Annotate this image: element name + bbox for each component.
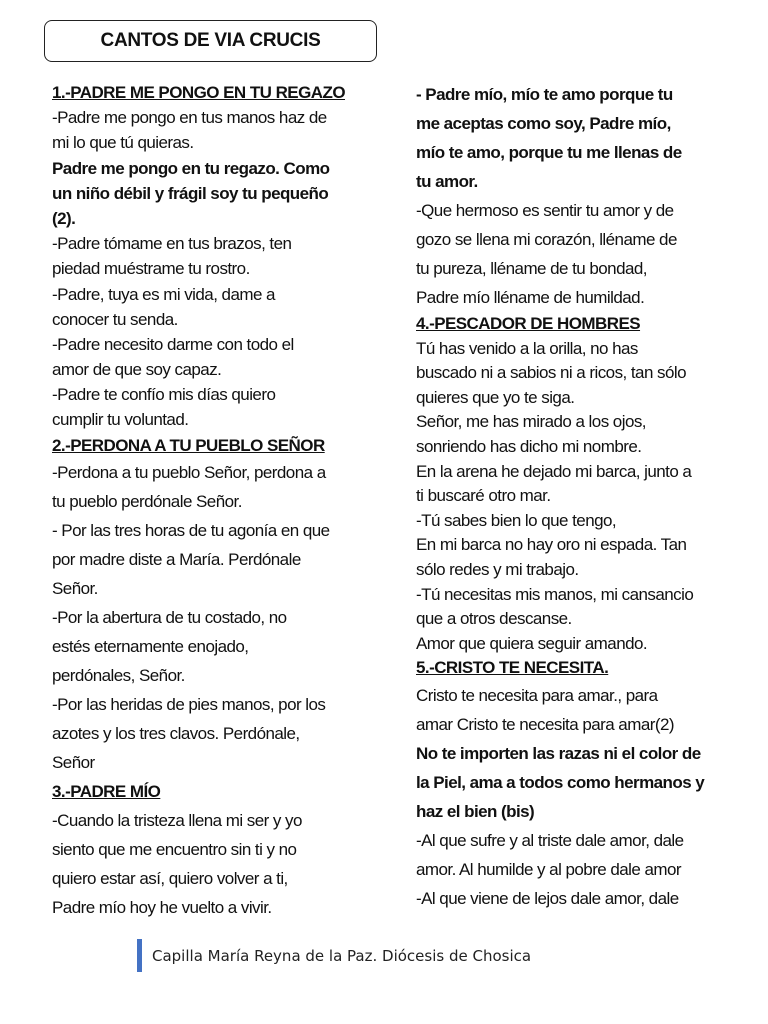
text-line: perdónales, Señor. [52,665,185,685]
page-footer [137,939,531,972]
text-line: azotes y los tres clavos. Perdónale, [52,723,300,743]
text-line: que a otros descanse. [416,609,572,629]
text-line: -Por la abertura de tu costado, no [52,607,287,627]
text-line: Señor. [52,578,98,598]
text-line: amor de que soy capaz. [52,360,222,380]
text-line: amar Cristo te necesita para amar(2) [416,714,674,734]
chorus-line: No te importen las razas ni el color de [416,743,701,763]
text-line: Cristo te necesita para amar., para [416,685,658,705]
text-line: -Al que viene de lejos dale amor, dale [416,888,679,908]
section-heading: 3.-PADRE MÍO [52,781,161,801]
text-line: mi lo que tú quieras. [52,133,194,153]
text-line: conocer tu senda. [52,309,178,329]
section-1 [52,80,362,458]
section-heading: 5.-CRISTO TE NECESITA. [416,658,609,678]
text-line: -Padre necesito darme con todo el [52,334,294,354]
text-line: -Por las heridas de pies manos, por los [52,694,326,714]
chorus-line: haz el bien (bis) [416,801,535,821]
section-heading: 4.-PESCADOR DE HOMBRES [416,314,641,333]
section-heading: 2.-PERDONA A TU PUEBLO SEÑOR [52,435,325,455]
text-line: buscado ni a sabios ni a ricos, tan sólo [416,363,687,383]
text-line: amor. Al humilde y al pobre dale amor [416,859,682,879]
text-line: Señor, me has mirado a los ojos, [416,412,646,432]
left-column [52,80,362,922]
text-line: -Padre te confío mis días quiero [52,385,276,405]
text-line: -Que hermoso es sentir tu amor y de [416,201,674,220]
text-line: siento que me encuentro sin ti y no [52,839,297,859]
text-line: piedad muéstrame tu rostro. [52,259,250,279]
chorus-line: la Piel, ama a todos como hermanos y [416,772,705,792]
chorus-line: (2). [52,208,76,228]
chorus-line: tu amor. [416,172,478,191]
text-line: cumplir tu voluntad. [52,410,189,430]
section-3-continued [416,80,736,312]
text-line: ti buscaré otro mar. [416,486,551,506]
text-line: quiero estar así, quiero volver a ti, [52,868,288,888]
text-line: En la arena he dejado mi barca, junto a [416,461,692,481]
chorus-line: un niño débil y frágil soy tu pequeño [52,183,329,203]
text-line: Amor que quiera seguir amando. [416,633,648,653]
text-line: sonriendo has dicho mi nombre. [416,436,642,456]
text-line: Padre mío lléname de humildad. [416,288,645,307]
text-line: -Al que sufre y al triste dale amor, dale [416,830,684,850]
text-line: tu pureza, lléname de tu bondad, [416,259,647,278]
text-line: -Perdona a tu pueblo Señor, perdona a [52,462,326,482]
text-line: -Padre me pongo en tus manos haz de [52,108,327,128]
text-line: Tú has venido a la orilla, no has [416,338,638,358]
text-line: Señor [52,752,95,772]
chorus-line: Padre me pongo en tu regazo. Como [52,158,330,178]
text-line: En mi barca no hay oro ni espada. Tan [416,535,687,555]
text-line: gozo se llena mi corazón, lléname de [416,230,677,249]
page-title: CANTOS DE VIA CRUCIS [100,30,321,51]
title-box [44,20,377,62]
section-2 [52,458,362,922]
text-line: estés eternamente enojado, [52,636,249,656]
text-line: sólo redes y mi trabajo. [416,559,579,579]
chorus-line: - Padre mío, mío te amo porque tu [416,85,673,104]
text-line: -Tú sabes bien lo que tengo, [416,510,617,530]
text-line: -Padre, tuya es mi vida, dame a [52,284,275,304]
section-heading: 1.-PADRE ME PONGO EN TU REGAZO [52,83,345,102]
text-line: -Cuando la tristeza llena mi ser y yo [52,810,302,830]
footer-text: Capilla María Reyna de la Paz. Diócesis de Chosica [152,946,532,965]
section-4 [416,312,736,681]
chorus-line: mío te amo, porque tu me llenas de [416,143,682,162]
section-5 [416,681,736,913]
text-line: -Padre tómame en tus brazos, ten [52,234,292,254]
text-line: quieres que yo te siga. [416,387,575,407]
text-line: por madre diste a María. Perdónale [52,549,301,569]
text-line: - Por las tres horas de tu agonía en que [52,520,330,540]
chorus-line: me aceptas como soy, Padre mío, [416,114,671,133]
text-line: -Tú necesitas mis manos, mi cansancio [416,584,694,604]
text-line: Padre mío hoy he vuelto a vivir. [52,897,272,917]
text-line: tu pueblo perdónale Señor. [52,491,242,511]
right-column [416,80,736,913]
